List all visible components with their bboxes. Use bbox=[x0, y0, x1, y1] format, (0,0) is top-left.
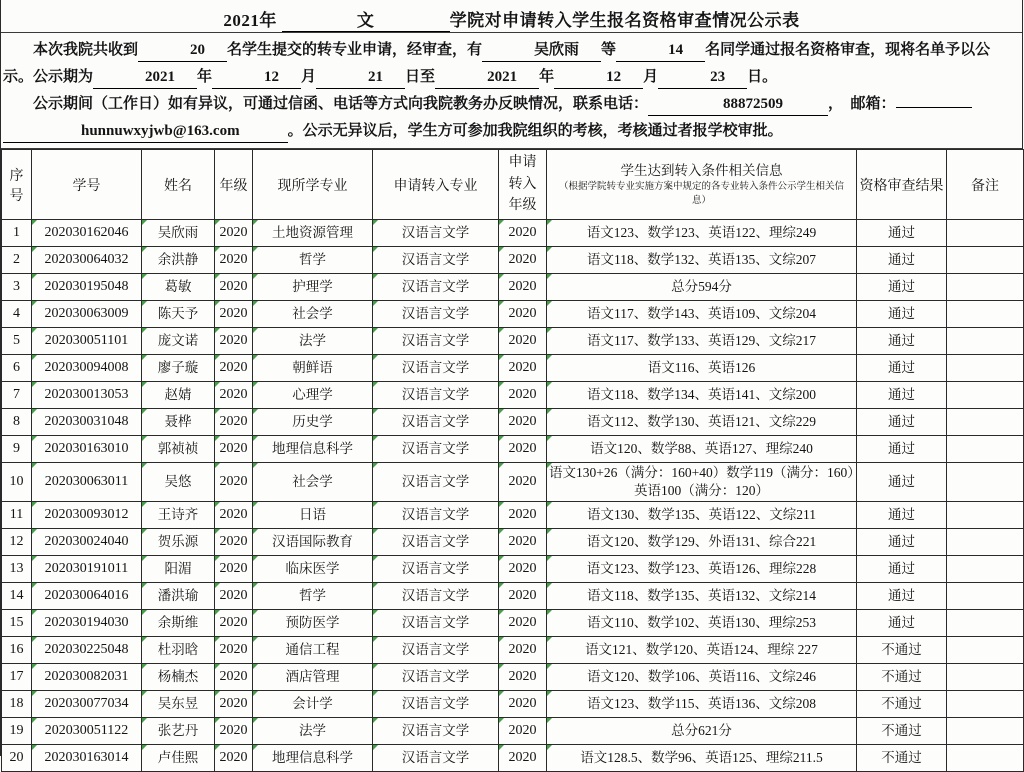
cell-note bbox=[947, 637, 1024, 664]
cell-seq: 4 bbox=[2, 301, 32, 328]
cell-seq: 6 bbox=[2, 355, 32, 382]
notice-text: 年 bbox=[197, 69, 213, 85]
notice-text: 日。 bbox=[747, 69, 778, 85]
cell-seq: 15 bbox=[2, 610, 32, 637]
table-row bbox=[2, 637, 1024, 664]
cell-student-id: 202030093012 bbox=[32, 502, 142, 529]
cell-name: 贺乐源 bbox=[142, 529, 215, 556]
cell-note bbox=[947, 502, 1024, 529]
table-row bbox=[2, 409, 1024, 436]
cell-grade: 2020 bbox=[215, 355, 253, 382]
cell-grade: 2020 bbox=[215, 247, 253, 274]
notice-paragraph-2 bbox=[3, 91, 1016, 145]
cell-review-result: 通过 bbox=[857, 247, 947, 274]
cell-seq: 12 bbox=[2, 529, 32, 556]
cell-student-id: 202030063011 bbox=[32, 463, 142, 502]
cell-target-major: 汉语言文学 bbox=[373, 328, 499, 355]
table-row bbox=[2, 718, 1024, 745]
cell-name: 王诗齐 bbox=[142, 502, 215, 529]
cell-current-major: 朝鲜语 bbox=[253, 355, 373, 382]
cell-current-major: 通信工程 bbox=[253, 637, 373, 664]
page-title bbox=[1, 0, 1022, 33]
cell-target-major: 汉语言文学 bbox=[373, 556, 499, 583]
cell-condition-info: 语文118、数学132、英语135、文综207 bbox=[547, 247, 857, 274]
cell-seq: 19 bbox=[2, 718, 32, 745]
cell-student-id: 202030024040 bbox=[32, 529, 142, 556]
cell-target-grade: 2020 bbox=[499, 355, 547, 382]
table-row bbox=[2, 436, 1024, 463]
blank-value: 14 bbox=[616, 39, 705, 62]
cell-note bbox=[947, 247, 1024, 274]
condition-info-sub-label: （根据学院转专业实施方案中规定的各专业转入条件公示学生相关信息） bbox=[558, 181, 844, 206]
col-header-grade: 年级 bbox=[215, 150, 253, 220]
cell-review-result: 通过 bbox=[857, 463, 947, 502]
cell-note bbox=[947, 556, 1024, 583]
cell-grade: 2020 bbox=[215, 409, 253, 436]
cell-student-id: 202030194030 bbox=[32, 610, 142, 637]
cell-student-id: 202030195048 bbox=[32, 274, 142, 301]
col-header-current-major: 现所学专业 bbox=[253, 150, 373, 220]
cell-grade: 2020 bbox=[215, 664, 253, 691]
col-header-condition-info bbox=[547, 150, 857, 220]
cell-note bbox=[947, 301, 1024, 328]
cell-grade: 2020 bbox=[215, 463, 253, 502]
blank-value bbox=[896, 107, 972, 108]
cell-target-grade: 2020 bbox=[499, 583, 547, 610]
cell-review-result: 通过 bbox=[857, 556, 947, 583]
cell-condition-info: 语文117、数学143、英语109、文综204 bbox=[547, 301, 857, 328]
cell-target-grade: 2020 bbox=[499, 637, 547, 664]
cell-name: 杜羽晗 bbox=[142, 637, 215, 664]
cell-review-result: 通过 bbox=[857, 610, 947, 637]
cell-target-major: 汉语言文学 bbox=[373, 463, 499, 502]
cell-name: 阳湄 bbox=[142, 556, 215, 583]
cell-current-major: 地理信息科学 bbox=[253, 436, 373, 463]
cell-name: 赵婧 bbox=[142, 382, 215, 409]
cell-note bbox=[947, 382, 1024, 409]
notice-text: 本次我院共收到 bbox=[33, 42, 139, 58]
cell-review-result: 通过 bbox=[857, 583, 947, 610]
cell-note bbox=[947, 610, 1024, 637]
cell-target-major: 汉语言文学 bbox=[373, 664, 499, 691]
cell-target-major: 汉语言文学 bbox=[373, 247, 499, 274]
table-body bbox=[2, 220, 1024, 772]
cell-target-major: 汉语言文学 bbox=[373, 502, 499, 529]
cell-seq: 5 bbox=[2, 328, 32, 355]
col-header-note: 备注 bbox=[947, 150, 1024, 220]
cell-grade: 2020 bbox=[215, 382, 253, 409]
cell-seq: 10 bbox=[2, 463, 32, 502]
cell-target-grade: 2020 bbox=[499, 718, 547, 745]
col-header-target-grade: 申请转入年级 bbox=[499, 150, 547, 220]
table-row bbox=[2, 529, 1024, 556]
cell-review-result: 通过 bbox=[857, 301, 947, 328]
cell-target-major: 汉语言文学 bbox=[373, 583, 499, 610]
cell-name: 卢佳熙 bbox=[142, 745, 215, 772]
cell-review-result: 通过 bbox=[857, 220, 947, 247]
cell-grade: 2020 bbox=[215, 301, 253, 328]
cell-student-id: 202030051101 bbox=[32, 328, 142, 355]
condition-info-main-label: 学生达到转入条件相关信息 bbox=[620, 162, 783, 178]
cell-grade: 2020 bbox=[215, 691, 253, 718]
table-row bbox=[2, 583, 1024, 610]
blank-value: 88872509 bbox=[648, 93, 828, 116]
cell-grade: 2020 bbox=[215, 745, 253, 772]
cell-name: 陈天予 bbox=[142, 301, 215, 328]
cell-name: 潘洪瑜 bbox=[142, 583, 215, 610]
cell-target-major: 汉语言文学 bbox=[373, 745, 499, 772]
table-row bbox=[2, 664, 1024, 691]
blank-value: 21 bbox=[316, 66, 405, 89]
cell-review-result: 不通过 bbox=[857, 718, 947, 745]
cell-student-id: 202030094008 bbox=[32, 355, 142, 382]
cell-current-major: 预防医学 bbox=[253, 610, 373, 637]
cell-target-major: 汉语言文学 bbox=[373, 220, 499, 247]
cell-name: 吴悠 bbox=[142, 463, 215, 502]
cell-note bbox=[947, 328, 1024, 355]
cell-current-major: 社会学 bbox=[253, 301, 373, 328]
notice-text: 日至 bbox=[405, 69, 436, 85]
cell-target-major: 汉语言文学 bbox=[373, 409, 499, 436]
cell-note bbox=[947, 355, 1024, 382]
cell-seq: 9 bbox=[2, 436, 32, 463]
cell-seq: 17 bbox=[2, 664, 32, 691]
cell-condition-info: 语文123、数学123、英语122、理综249 bbox=[547, 220, 857, 247]
cell-condition-info: 语文120、数学88、英语127、理综240 bbox=[547, 436, 857, 463]
cell-student-id: 202030031048 bbox=[32, 409, 142, 436]
cell-target-grade: 2020 bbox=[499, 436, 547, 463]
cell-target-major: 汉语言文学 bbox=[373, 691, 499, 718]
col-header-name: 姓名 bbox=[142, 150, 215, 220]
cell-condition-info: 语文123、数学115、英语136、文综208 bbox=[547, 691, 857, 718]
cell-review-result: 不通过 bbox=[857, 691, 947, 718]
title-suffix: 学院对申请转入学生报名资格审查情况公示表 bbox=[449, 11, 800, 30]
cell-grade: 2020 bbox=[215, 583, 253, 610]
cell-condition-info: 语文118、数学134、英语141、文综200 bbox=[547, 382, 857, 409]
cell-current-major: 心理学 bbox=[253, 382, 373, 409]
cell-condition-info: 总分594分 bbox=[547, 274, 857, 301]
cell-seq: 11 bbox=[2, 502, 32, 529]
cell-condition-info: 语文128.5、数学96、英语125、理综211.5 bbox=[547, 745, 857, 772]
cell-current-major: 日语 bbox=[253, 502, 373, 529]
cell-student-id: 202030162046 bbox=[32, 220, 142, 247]
blank-value: 12 bbox=[554, 66, 643, 89]
blank-value: 2021 bbox=[435, 66, 539, 89]
cell-target-grade: 2020 bbox=[499, 691, 547, 718]
table-row bbox=[2, 328, 1024, 355]
cell-target-major: 汉语言文学 bbox=[373, 529, 499, 556]
cell-student-id: 202030063009 bbox=[32, 301, 142, 328]
cell-current-major: 土地资源管理 bbox=[253, 220, 373, 247]
cell-seq: 18 bbox=[2, 691, 32, 718]
cell-seq: 8 bbox=[2, 409, 32, 436]
col-header-seq: 序号 bbox=[2, 150, 32, 220]
col-header-student-id: 学号 bbox=[32, 150, 142, 220]
cell-condition-info: 语文121、数学120、英语124、理综 227 bbox=[547, 637, 857, 664]
cell-seq: 3 bbox=[2, 274, 32, 301]
cell-condition-info: 语文120、数学106、英语116、文综246 bbox=[547, 664, 857, 691]
cell-student-id: 202030013053 bbox=[32, 382, 142, 409]
cell-current-major: 哲学 bbox=[253, 583, 373, 610]
cell-grade: 2020 bbox=[215, 502, 253, 529]
cell-condition-info: 语文130+26（满分：160+40）数学119（满分：160）英语100（满分：120） bbox=[547, 463, 857, 502]
cell-condition-info: 语文110、数学102、英语130、理综253 bbox=[547, 610, 857, 637]
blank-value: hunnuwxyjwb@163.com bbox=[3, 120, 288, 143]
notice-text: 等 bbox=[601, 42, 617, 58]
cell-target-major: 汉语言文学 bbox=[373, 355, 499, 382]
cell-current-major: 地理信息科学 bbox=[253, 745, 373, 772]
cell-note bbox=[947, 529, 1024, 556]
col-header-target-major: 申请转入专业 bbox=[373, 150, 499, 220]
cell-review-result: 通过 bbox=[857, 502, 947, 529]
cell-name: 郭祯祯 bbox=[142, 436, 215, 463]
notice-text: 。公示无异议后，学生方可参加我院组织的考核，考核通过者报学校审批。 bbox=[287, 123, 783, 139]
cell-note bbox=[947, 718, 1024, 745]
cell-target-major: 汉语言文学 bbox=[373, 436, 499, 463]
cell-note bbox=[947, 436, 1024, 463]
title-prefix: 2021年 bbox=[223, 11, 277, 30]
cell-student-id: 202030163010 bbox=[32, 436, 142, 463]
cell-current-major: 哲学 bbox=[253, 247, 373, 274]
table-row bbox=[2, 502, 1024, 529]
cell-current-major: 会计学 bbox=[253, 691, 373, 718]
cell-current-major: 酒店管理 bbox=[253, 664, 373, 691]
cell-seq: 14 bbox=[2, 583, 32, 610]
blank-value: 20 bbox=[138, 39, 227, 62]
cell-name: 杨楠杰 bbox=[142, 664, 215, 691]
cell-review-result: 通过 bbox=[857, 436, 947, 463]
cell-current-major: 汉语国际教育 bbox=[253, 529, 373, 556]
cell-target-grade: 2020 bbox=[499, 274, 547, 301]
cell-grade: 2020 bbox=[215, 718, 253, 745]
cell-target-major: 汉语言文学 bbox=[373, 301, 499, 328]
cell-target-grade: 2020 bbox=[499, 409, 547, 436]
cell-target-major: 汉语言文学 bbox=[373, 610, 499, 637]
cell-current-major: 法学 bbox=[253, 718, 373, 745]
cell-current-major: 护理学 bbox=[253, 274, 373, 301]
cell-grade: 2020 bbox=[215, 529, 253, 556]
cell-grade: 2020 bbox=[215, 436, 253, 463]
notice-block bbox=[1, 33, 1022, 149]
cell-current-major: 历史学 bbox=[253, 409, 373, 436]
cell-condition-info: 语文130、数学135、英语122、文综211 bbox=[547, 502, 857, 529]
cell-name: 聂桦 bbox=[142, 409, 215, 436]
cell-target-grade: 2020 bbox=[499, 502, 547, 529]
cell-target-grade: 2020 bbox=[499, 463, 547, 502]
cell-condition-info: 语文112、数学130、英语121、文综229 bbox=[547, 409, 857, 436]
cell-note bbox=[947, 583, 1024, 610]
table-header-row bbox=[2, 150, 1024, 220]
cell-review-result: 通过 bbox=[857, 355, 947, 382]
cell-review-result: 不通过 bbox=[857, 664, 947, 691]
table-row bbox=[2, 220, 1024, 247]
cell-grade: 2020 bbox=[215, 556, 253, 583]
table-row bbox=[2, 691, 1024, 718]
cell-note bbox=[947, 463, 1024, 502]
notice-text: 公示期间（工作日）如有异议，可通过信函、电话等方式向我院教务办反映情况，联系电话： bbox=[33, 96, 649, 112]
blank-value: 23 bbox=[658, 66, 747, 89]
cell-review-result: 通过 bbox=[857, 529, 947, 556]
cell-name: 吴欣雨 bbox=[142, 220, 215, 247]
cell-condition-info: 总分621分 bbox=[547, 718, 857, 745]
notice-text: 月 bbox=[301, 69, 317, 85]
cell-target-grade: 2020 bbox=[499, 664, 547, 691]
cell-seq: 2 bbox=[2, 247, 32, 274]
table-row bbox=[2, 274, 1024, 301]
cell-target-grade: 2020 bbox=[499, 247, 547, 274]
blank-value: 12 bbox=[212, 66, 301, 89]
notice-text: 年 bbox=[539, 69, 555, 85]
notice-text: ， 邮箱： bbox=[828, 96, 896, 112]
cell-review-result: 通过 bbox=[857, 382, 947, 409]
table-row bbox=[2, 556, 1024, 583]
cell-grade: 2020 bbox=[215, 220, 253, 247]
cell-note bbox=[947, 664, 1024, 691]
cell-student-id: 202030064016 bbox=[32, 583, 142, 610]
cell-condition-info: 语文118、数学135、英语132、文综214 bbox=[547, 583, 857, 610]
cell-target-grade: 2020 bbox=[499, 529, 547, 556]
cell-target-grade: 2020 bbox=[499, 610, 547, 637]
table-row bbox=[2, 463, 1024, 502]
cell-student-id: 202030051122 bbox=[32, 718, 142, 745]
cell-target-grade: 2020 bbox=[499, 301, 547, 328]
cell-condition-info: 语文117、数学133、英语129、文综217 bbox=[547, 328, 857, 355]
cell-seq: 1 bbox=[2, 220, 32, 247]
cell-grade: 2020 bbox=[215, 610, 253, 637]
cell-name: 庞文诺 bbox=[142, 328, 215, 355]
cell-note bbox=[947, 274, 1024, 301]
table-row bbox=[2, 610, 1024, 637]
cell-grade: 2020 bbox=[215, 328, 253, 355]
cell-student-id: 202030163014 bbox=[32, 745, 142, 772]
table-row bbox=[2, 247, 1024, 274]
cell-grade: 2020 bbox=[215, 637, 253, 664]
cell-review-result: 不通过 bbox=[857, 637, 947, 664]
cell-review-result: 不通过 bbox=[857, 745, 947, 772]
cell-seq: 7 bbox=[2, 382, 32, 409]
cell-student-id: 202030064032 bbox=[32, 247, 142, 274]
cell-seq: 20 bbox=[2, 745, 32, 772]
notice-text: 名同学通过报名资格审查，现将名单予以公示。公示期为 bbox=[3, 42, 991, 85]
cell-note bbox=[947, 691, 1024, 718]
cell-student-id: 202030082031 bbox=[32, 664, 142, 691]
blank-value: 2021 bbox=[93, 66, 197, 89]
cell-student-id: 202030225048 bbox=[32, 637, 142, 664]
applicants-table bbox=[1, 149, 1024, 772]
cell-note bbox=[947, 220, 1024, 247]
cell-target-major: 汉语言文学 bbox=[373, 382, 499, 409]
cell-note bbox=[947, 409, 1024, 436]
title-college-blank: 文 bbox=[282, 6, 450, 32]
table-row bbox=[2, 382, 1024, 409]
table-row bbox=[2, 355, 1024, 382]
cell-grade: 2020 bbox=[215, 274, 253, 301]
cell-student-id: 202030191011 bbox=[32, 556, 142, 583]
cell-seq: 13 bbox=[2, 556, 32, 583]
cell-condition-info: 语文120、数学129、外语131、综合221 bbox=[547, 529, 857, 556]
cell-target-major: 汉语言文学 bbox=[373, 274, 499, 301]
cell-target-grade: 2020 bbox=[499, 220, 547, 247]
cell-current-major: 法学 bbox=[253, 328, 373, 355]
cell-seq: 16 bbox=[2, 637, 32, 664]
cell-target-grade: 2020 bbox=[499, 556, 547, 583]
cell-current-major: 临床医学 bbox=[253, 556, 373, 583]
cell-target-major: 汉语言文学 bbox=[373, 637, 499, 664]
col-header-result: 资格审查结果 bbox=[857, 150, 947, 220]
cell-review-result: 通过 bbox=[857, 328, 947, 355]
cell-review-result: 通过 bbox=[857, 409, 947, 436]
cell-review-result: 通过 bbox=[857, 274, 947, 301]
cell-name: 余斯维 bbox=[142, 610, 215, 637]
table-row bbox=[2, 301, 1024, 328]
cell-name: 葛敏 bbox=[142, 274, 215, 301]
cell-target-grade: 2020 bbox=[499, 328, 547, 355]
cell-name: 余洪静 bbox=[142, 247, 215, 274]
cell-current-major: 社会学 bbox=[253, 463, 373, 502]
cell-name: 吴东昱 bbox=[142, 691, 215, 718]
cell-note bbox=[947, 745, 1024, 772]
cell-name: 张艺丹 bbox=[142, 718, 215, 745]
cell-condition-info: 语文116、英语126 bbox=[547, 355, 857, 382]
cell-target-major: 汉语言文学 bbox=[373, 718, 499, 745]
notice-text: 名学生提交的转专业申请，经审查，有 bbox=[227, 42, 483, 58]
cell-name: 廖子璇 bbox=[142, 355, 215, 382]
cell-target-grade: 2020 bbox=[499, 382, 547, 409]
cell-condition-info: 语文123、数学123、英语126、理综228 bbox=[547, 556, 857, 583]
cell-target-grade: 2020 bbox=[499, 745, 547, 772]
notice-text: 月 bbox=[643, 69, 659, 85]
blank-value: 吴欣雨 bbox=[482, 39, 601, 62]
notice-paragraph-1 bbox=[3, 37, 1016, 91]
table-row bbox=[2, 745, 1024, 772]
cell-student-id: 202030077034 bbox=[32, 691, 142, 718]
